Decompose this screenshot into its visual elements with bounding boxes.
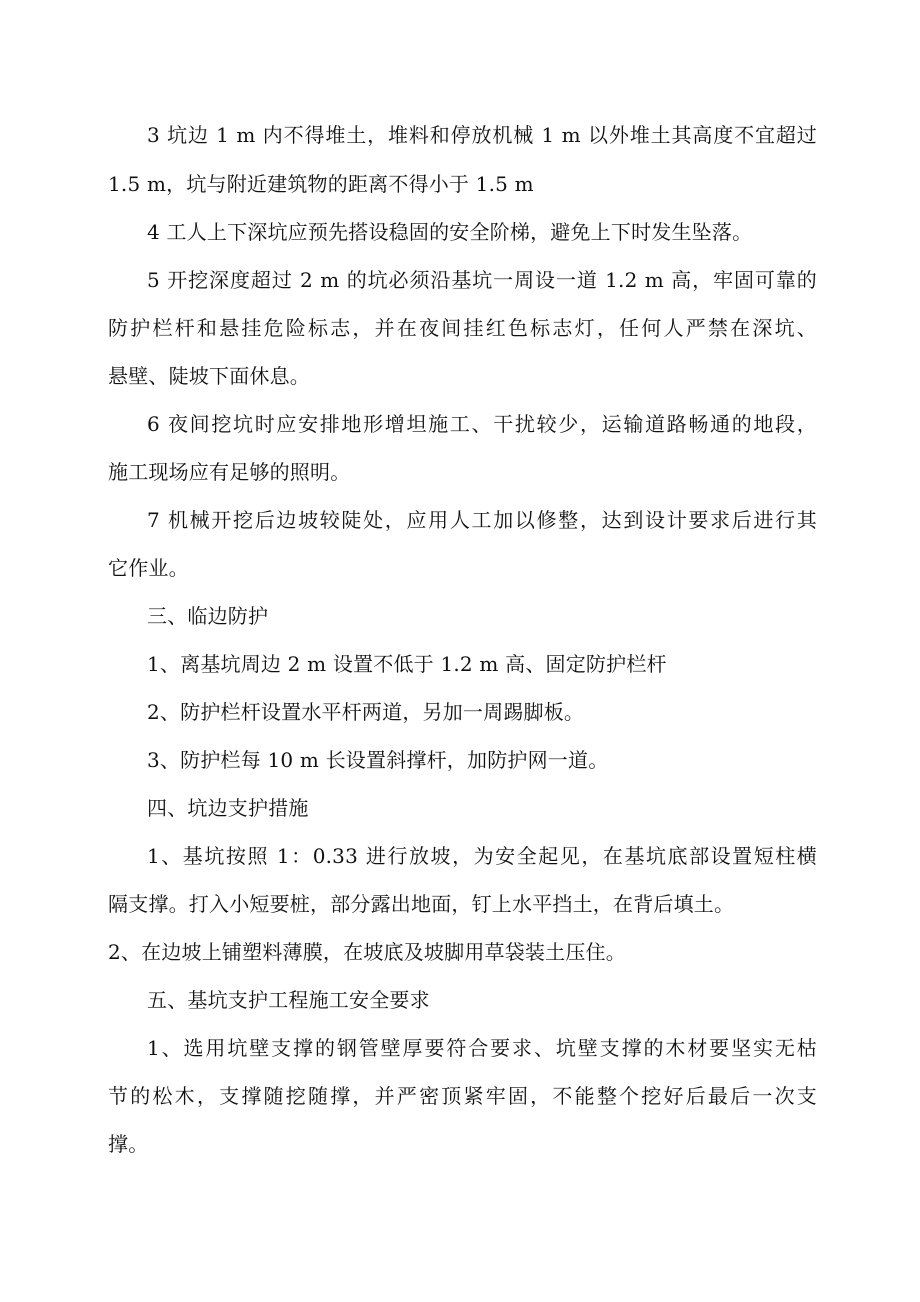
edge-protection-item-2: 2、防护栏杆设置水平杆两道，另加一周踢脚板。 [147, 700, 585, 724]
paragraph-4-line-1: 4 工人上下深坑应预先搭设稳固的安全阶梯，避免上下时发生坠落。 [147, 220, 753, 244]
section-heading-edge-protection: 三、临边防护 [147, 604, 269, 628]
paragraph-5-line-3: 悬壁、陡坡下面休息。 [108, 364, 310, 388]
safety-requirements-item-1-line-3: 撑。 [108, 1132, 149, 1156]
safety-requirements-item-1-line-2: 节的松木，支撑随挖随撑，并严密顶紧牢固，不能整个挖好后最后一次支 [108, 1084, 817, 1108]
support-measures-item-1-line-1: 1、基坑按照 1：0.33 进行放坡，为安全起见，在基坑底部设置短柱横 [147, 844, 817, 868]
section-heading-support-measures: 四、坑边支护措施 [147, 796, 309, 820]
support-measures-item-2: 2、在边坡上铺塑料薄膜，在坡底及坡脚用草袋装土压住。 [108, 940, 626, 964]
edge-protection-item-3: 3、防护栏每 10 m 长设置斜撑杆，加防护网一道。 [147, 748, 609, 772]
edge-protection-item-1: 1、离基坑周边 2 m 设置不低于 1.2 m 高、固定防护栏杆 [147, 652, 667, 676]
paragraph-3-line-2: 1.5 m，坑与附近建筑物的距离不得小于 1.5 m [108, 172, 534, 196]
paragraph-5-line-2: 防护栏杆和悬挂危险标志，并在夜间挂红色标志灯，任何人严禁在深坑、 [108, 316, 817, 340]
paragraph-7-line-2: 它作业。 [108, 556, 189, 580]
paragraph-5-line-1: 5 开挖深度超过 2 m 的坑必须沿基坑一周设一道 1.2 m 高，牢固可靠的 [147, 268, 817, 292]
section-heading-safety-requirements: 五、基坑支护工程施工安全要求 [147, 988, 430, 1012]
paragraph-6-line-2: 施工现场应有足够的照明。 [108, 460, 351, 484]
support-measures-item-1-line-2: 隔支撑。打入小短要桩，部分露出地面，钉上水平挡土，在背后填土。 [108, 892, 735, 916]
paragraph-6-line-1: 6 夜间挖坑时应安排地形增坦施工、干扰较少，运输道路畅通的地段， [147, 412, 817, 436]
paragraph-3-line-1: 3 坑边 1 m 内不得堆土，堆料和停放机械 1 m 以外堆土其高度不宜超过 [147, 123, 817, 147]
paragraph-7-line-1: 7 机械开挖后边坡较陡处，应用人工加以修整，达到设计要求后进行其 [147, 508, 817, 532]
safety-requirements-item-1-line-1: 1、选用坑壁支撑的钢管壁厚要符合要求、坑壁支撑的木材要坚实无枯 [147, 1036, 817, 1060]
